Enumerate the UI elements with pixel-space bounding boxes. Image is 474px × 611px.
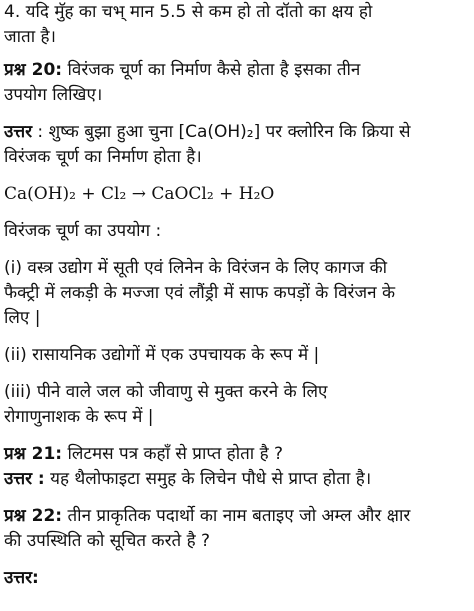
answer-22-label: उत्तर: — [4, 568, 39, 588]
use-2: (ii) रासायनिक उद्योगों में एक उपचायक के रूप में | — [4, 345, 320, 365]
answer-22 — [4, 566, 470, 591]
document-page — [4, 0, 470, 591]
question-20-line-1 — [4, 58, 470, 83]
answer-20-text-2: विरंजक चूर्ण का निर्माण होता है। — [4, 147, 202, 167]
chemical-equation: Ca(OH)₂ + Cl₂ → CaOCl₂ + H₂O — [4, 184, 275, 204]
item4-line-1: 4. यदि मुॅह का चभ् मान 5.5 से कम हो तो दॉतो का क्षय हो — [4, 2, 373, 22]
use-3-line-2: रोगाणुनाशक के रूप में | — [4, 407, 154, 427]
answer-21-text: यह थैलोफाइटा समुह के लिचेन पौधे से प्राप्त होता है। — [44, 469, 372, 489]
question-20-text-1: विरंजक चूर्ण का निर्माण कैसे होता है इसका तीन — [62, 60, 361, 80]
question-20-label: प्रश्न 20: — [4, 60, 63, 80]
use-1-line-1: (i) वस्त्र उद्योग में सूती एवं लिनेन के विरंजन के लिए कागज की — [4, 258, 388, 278]
question-22-label: प्रश्न 22: — [4, 506, 63, 526]
answer-20-line-1 — [4, 120, 470, 145]
answer-21-label: उत्तर : — [4, 469, 45, 489]
question-21-text: लिटमस पत्र कहाँ से प्राप्त होता है ? — [62, 444, 284, 464]
uses-heading: विरंजक चूर्ण का उपयोग : — [4, 221, 162, 241]
answer-20-text-1: : शुष्क बुझा हुआ चुना [Ca(OH)₂] पर क्लोरिन कि क्रिया से — [32, 122, 411, 142]
use-1-line-2: फैक्ट्री में लकड़ी के मज्जा एवं लौंड्री में साफ कपड़ों के विरंजन के — [4, 283, 396, 303]
question-21-label: प्रश्न 21: — [4, 444, 63, 464]
question-21 — [4, 442, 470, 467]
answer-20-label: उत्तर — [4, 122, 33, 142]
question-22-text-2: की उपस्थिति को सूचित करते है ? — [4, 531, 211, 551]
use-1-line-3: लिए | — [4, 308, 41, 328]
answer-21 — [4, 467, 470, 492]
question-22-line-1 — [4, 504, 470, 529]
question-20-text-2: उपयोग लिखिए। — [4, 85, 103, 105]
use-3-line-1: (iii) पीने वाले जल को जीवाणु से मुक्त करने के लिए — [4, 382, 328, 402]
question-22-text-1: तीन प्राकृतिक पदार्थो का नाम बताइए जो अम्ल और क्षार — [62, 506, 411, 526]
item4-line-2: जाता है। — [4, 27, 56, 47]
